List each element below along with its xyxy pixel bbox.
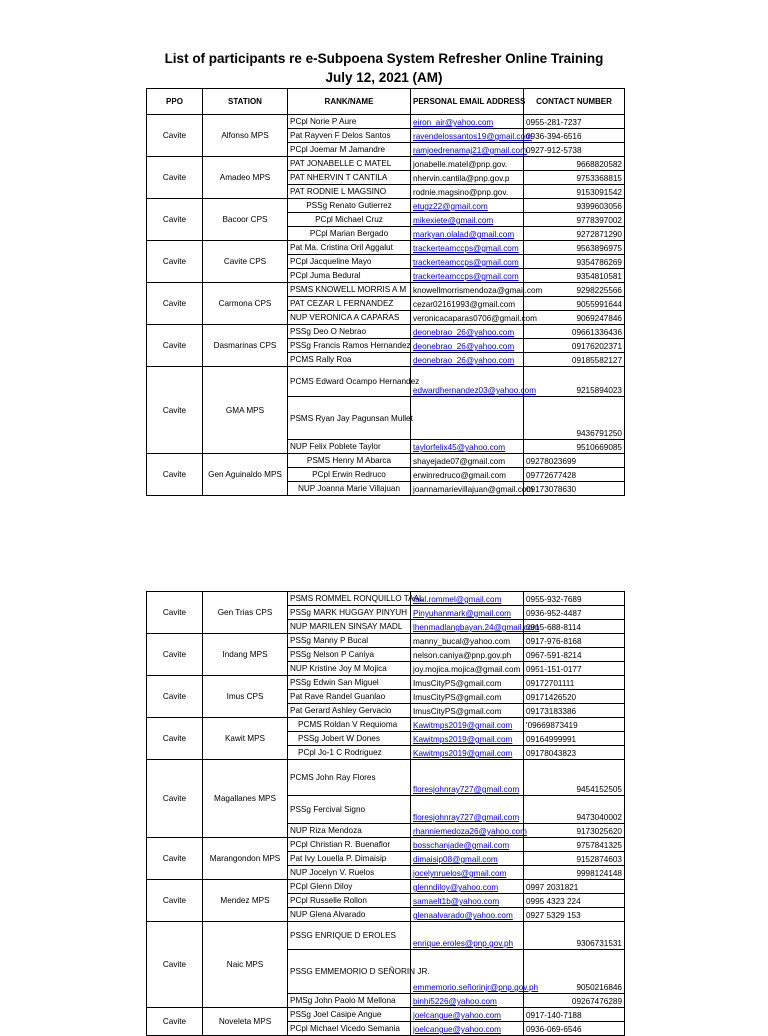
table-row — [147, 838, 625, 852]
contact-number-cell: 9069247846 — [524, 311, 625, 325]
rank-name-cell: PCpl Erwin Redruco — [288, 468, 411, 482]
rank-name-cell: PCMS Edward Ocampo Hernandez — [288, 367, 411, 397]
email-link[interactable]: jocelynruelos@gmail.com — [411, 866, 524, 880]
contact-number-cell: 9998124148 — [524, 866, 625, 880]
email-link[interactable]: Kawitmps2019@gmail.com — [411, 746, 524, 760]
title-line-2: July 12, 2021 (AM) — [325, 70, 443, 85]
table-row — [147, 1008, 625, 1022]
header-station: STATION — [203, 89, 288, 115]
email-link[interactable]: floresjohnray727@gmail.com — [411, 760, 524, 796]
contact-number-cell: 09178043823 — [524, 746, 625, 760]
contact-number-cell: 0936-952-4487 — [524, 606, 625, 620]
ppo-cell: Cavite — [147, 880, 203, 922]
contact-number-cell: 09176202371 — [524, 339, 625, 353]
table-body — [147, 115, 625, 496]
rank-name-cell: PSSg Fercival Signo — [288, 796, 411, 824]
rank-name-cell: PSMS ROMMEL RONQUILLO TAAL — [288, 592, 411, 606]
contact-number-cell: 0917-976-8168 — [524, 634, 625, 648]
contact-number-cell: 0967-591-8214 — [524, 648, 625, 662]
rank-name-cell: PCpl Michael Cruz — [288, 213, 411, 227]
contact-number-cell: 9153091542 — [524, 185, 625, 199]
station-cell: Naic MPS — [203, 922, 288, 1008]
rank-name-cell: PCpl Joemar M Jamandre — [288, 143, 411, 157]
table-row — [147, 592, 625, 606]
station-cell: Noveleta MPS — [203, 1008, 288, 1036]
rank-name-cell: PSSg Renato Gutierrez — [288, 199, 411, 213]
contact-number-cell: 9757841325 — [524, 838, 625, 852]
email-cell: knowellmorrismendoza@gmail.com — [411, 283, 524, 297]
contact-number-cell: 09172701111 — [524, 676, 625, 690]
rank-name-cell: PCMS John Ray Flores — [288, 760, 411, 796]
table-body — [147, 592, 625, 1036]
rank-name-cell: PCpl Juma Bedural — [288, 269, 411, 283]
email-cell: nelson.caniya@pnp.gov.ph — [411, 648, 524, 662]
email-cell: shayejade07@gmail.com — [411, 454, 524, 468]
rank-name-cell: PSMS KNOWELL MORRIS A M — [288, 283, 411, 297]
contact-number-cell: 9306731531 — [524, 922, 625, 950]
rank-name-cell: PCMS Rally Roa — [288, 353, 411, 367]
rank-name-cell: PSSg Francis Ramos Hernandez — [288, 339, 411, 353]
header-ppo: PPO — [147, 89, 203, 115]
rank-name-cell: Pat Rayven F Delos Santos — [288, 129, 411, 143]
ppo-cell: Cavite — [147, 634, 203, 676]
contact-number-cell: 0997 2031821 — [524, 880, 625, 894]
rank-name-cell: PCpl Russelle Rollon — [288, 894, 411, 908]
email-link[interactable]: Pinyuhanmark@gmail.com — [411, 606, 524, 620]
contact-number-cell: 09772677428 — [524, 468, 625, 482]
contact-number-cell: 9778397002 — [524, 213, 625, 227]
contact-number-cell: 9668820582 — [524, 157, 625, 171]
station-cell: Mendez MPS — [203, 880, 288, 922]
station-cell: Magallanes MPS — [203, 760, 288, 838]
email-cell: joannamarievillajuan@gmail.com — [411, 482, 524, 496]
rank-name-cell: PSSg Deo O Nebrao — [288, 325, 411, 339]
rank-name-cell: PSSG ENRIQUE D EROLES — [288, 922, 411, 950]
ppo-cell: Cavite — [147, 115, 203, 157]
station-cell: Marangondon MPS — [203, 838, 288, 880]
rank-name-cell: PSSg Manny P Bucal — [288, 634, 411, 648]
ppo-cell: Cavite — [147, 367, 203, 454]
table-row — [147, 367, 625, 397]
rank-name-cell: PCpl Jo-1 C Rodriguez — [288, 746, 411, 760]
email-link[interactable]: joelcangue@yahoo.com — [411, 1008, 524, 1022]
ppo-cell: Cavite — [147, 838, 203, 880]
rank-name-cell: PMSg John Paolo M Mellona — [288, 994, 411, 1008]
participants-table-2 — [146, 591, 625, 1036]
email-link[interactable]: etugz22@gmail.com — [411, 199, 524, 213]
station-cell: GMA MPS — [203, 367, 288, 454]
rank-name-cell: PCpl Norie P Aure — [288, 115, 411, 129]
contact-number-cell: 9510669085 — [524, 440, 625, 454]
contact-number-cell: 9055991644 — [524, 297, 625, 311]
email-link[interactable]: mikexiete@gmail.com — [411, 213, 524, 227]
contact-number-cell: 9454152505 — [524, 760, 625, 796]
email-link[interactable]: bosschanjade@gmail.com — [411, 838, 524, 852]
station-cell: Cavite CPS — [203, 241, 288, 283]
rank-name-cell: PAT JONABELLE C MATEL — [288, 157, 411, 171]
email-link[interactable]: dimaisip08@gmail.com — [411, 852, 524, 866]
rank-name-cell: NUP Riza Mendoza — [288, 824, 411, 838]
email-cell: cezar02161993@gmail.com — [411, 297, 524, 311]
table-row — [147, 199, 625, 213]
email-link[interactable]: markyan.olalad@gmail.com — [411, 227, 524, 241]
station-cell: Carmona CPS — [203, 283, 288, 325]
email-cell: manny_bucal@yahoo.com — [411, 634, 524, 648]
header-contact: CONTACT NUMBER — [524, 89, 625, 115]
contact-number-cell: 09185582127 — [524, 353, 625, 367]
email-cell: nhervin.cantila@pnp.gov.p — [411, 171, 524, 185]
station-cell: Gen Trias CPS — [203, 592, 288, 634]
contact-number-cell: 0917-140-7188 — [524, 1008, 625, 1022]
rank-name-cell: NUP Glena Alvarado — [288, 908, 411, 922]
table-row — [147, 880, 625, 894]
email-link[interactable]: floresjohnray727@gmail.com — [411, 796, 524, 824]
rank-name-cell: NUP MARILEN SINSAY MADL — [288, 620, 411, 634]
rank-name-cell: PSMS Ryan Jay Pagunsan Mullet — [288, 397, 411, 440]
contact-number-cell: 9753368815 — [524, 171, 625, 185]
participants-table-1 — [146, 88, 625, 496]
rank-name-cell: PCpl Marian Bergado — [288, 227, 411, 241]
contact-number-cell: 09661336436 — [524, 325, 625, 339]
email-link[interactable]: deonebrao_26@yahoo.com — [411, 339, 524, 353]
ppo-cell: Cavite — [147, 760, 203, 838]
contact-number-cell: 09173078630 — [524, 482, 625, 496]
ppo-cell: Cavite — [147, 157, 203, 199]
ppo-cell: Cavite — [147, 283, 203, 325]
rank-name-cell: PSMS Henry M Abarca — [288, 454, 411, 468]
email-link[interactable]: glenaalvarado@yahoo.com — [411, 908, 524, 922]
contact-number-cell: 9436791250 — [524, 397, 625, 440]
rank-name-cell: PSSg Nelson P Caniya — [288, 648, 411, 662]
rank-name-cell: NUP Felix Poblete Taylor — [288, 440, 411, 454]
email-link[interactable]: taylorfelix45@yahoo.com — [411, 440, 524, 454]
rank-name-cell: PCpl Christian R. Buenaflor — [288, 838, 411, 852]
station-cell: Dasmarinas CPS — [203, 325, 288, 367]
contact-number-cell: 9354786269 — [524, 255, 625, 269]
rank-name-cell: PCpl Glenn Diloy — [288, 880, 411, 894]
email-cell: ImusCityPS@gmail.com — [411, 690, 524, 704]
table-row — [147, 760, 625, 796]
email-link[interactable]: ramjoedrenamaj21@gmail.com — [411, 143, 524, 157]
rank-name-cell: PCMS Roldan V Requioma — [288, 718, 411, 732]
email-cell: joy.mojica.mojica@gmail.com — [411, 662, 524, 676]
email-link[interactable]: glenndiloy@yahoo.com — [411, 880, 524, 894]
contact-number-cell: 0915-688-8114 — [524, 620, 625, 634]
email-link[interactable]: binhi5226@yahoo.com — [411, 994, 524, 1008]
contact-number-cell: 09171426520 — [524, 690, 625, 704]
contact-number-cell: 9152874603 — [524, 852, 625, 866]
email-link[interactable]: emmemorio.señorinjr@pnp.gov.ph — [411, 950, 524, 994]
rank-name-cell: Pat Rave Randel Guanlao — [288, 690, 411, 704]
email-link[interactable]: Kawitmps2019@gmail.com — [411, 732, 524, 746]
contact-number-cell: 0995 4323 224 — [524, 894, 625, 908]
station-cell: Imus CPS — [203, 676, 288, 718]
rank-name-cell: PAT NHERVIN T CANTILA — [288, 171, 411, 185]
email-link[interactable]: trackerteamccps@gmail.com — [411, 269, 524, 283]
contact-number-cell: 09164999991 — [524, 732, 625, 746]
contact-number-cell: 0951-151-0177 — [524, 662, 625, 676]
email-link[interactable]: lhenmadlangbayan.24@gmail.com — [411, 620, 524, 634]
rank-name-cell: PCpl Michael Vicedo Semania — [288, 1022, 411, 1036]
rank-name-cell: PAT RODNIE L MAGSINO — [288, 185, 411, 199]
ppo-cell: Cavite — [147, 592, 203, 634]
station-cell: Bacoor CPS — [203, 199, 288, 241]
contact-number-cell: 09267476289 — [524, 994, 625, 1008]
email-link[interactable]: deonebrao_26@yahoo.com — [411, 325, 524, 339]
email-link[interactable]: deonebrao_26@yahoo.com — [411, 353, 524, 367]
contact-number-cell: 09278023699 — [524, 454, 625, 468]
table-row — [147, 634, 625, 648]
table-row — [147, 115, 625, 129]
contact-number-cell: 9354810581 — [524, 269, 625, 283]
rank-name-cell: PSSg Jobert W Dones — [288, 732, 411, 746]
contact-number-cell: 9563896975 — [524, 241, 625, 255]
ppo-cell: Cavite — [147, 922, 203, 1008]
station-cell: Indang MPS — [203, 634, 288, 676]
email-link[interactable]: trackerteamccps@gmail.com — [411, 255, 524, 269]
table-row — [147, 241, 625, 255]
email-cell — [411, 397, 524, 440]
rank-name-cell: PAT CEZAR L FERNANDEZ — [288, 297, 411, 311]
contact-number-cell: 9473040002 — [524, 796, 625, 824]
contact-number-cell: 9272871290 — [524, 227, 625, 241]
header-email: PERSONAL EMAIL ADDRESS — [411, 89, 524, 115]
station-cell: Kawit MPS — [203, 718, 288, 760]
rank-name-cell: Pat Gerard Ashley Gervacio — [288, 704, 411, 718]
rank-name-cell: PSSG EMMEMORIO D SEÑORIN JR. — [288, 950, 411, 994]
table-row — [147, 718, 625, 732]
table-row — [147, 283, 625, 297]
email-link[interactable]: Kawitmps2019@gmail.com — [411, 718, 524, 732]
table-row — [147, 454, 625, 468]
contact-number-cell: 9399603056 — [524, 199, 625, 213]
ppo-cell: Cavite — [147, 718, 203, 760]
email-link[interactable]: eiron_air@yahoo.com — [411, 115, 524, 129]
contact-number-cell: 9215894023 — [524, 367, 625, 397]
ppo-cell: Cavite — [147, 676, 203, 718]
email-link[interactable]: rhanniemedoza26@yahoo.com — [411, 824, 524, 838]
email-cell: ImusCityPS@gmail.com — [411, 704, 524, 718]
rank-name-cell: NUP Joanna Marie Villajuan — [288, 482, 411, 496]
rank-name-cell: NUP Kristine Joy M Mojica — [288, 662, 411, 676]
ppo-cell: Cavite — [147, 454, 203, 496]
contact-number-cell: 9050216846 — [524, 950, 625, 994]
email-link[interactable]: edwardhernandez03@yahoo.com — [411, 367, 524, 397]
rank-name-cell: PSSg Joel Casipe Angue — [288, 1008, 411, 1022]
rank-name-cell: PSSg MARK HUGGAY PINYUH — [288, 606, 411, 620]
table-row — [147, 325, 625, 339]
station-cell: Amadeo MPS — [203, 157, 288, 199]
email-cell: ImusCityPS@gmail.com — [411, 676, 524, 690]
ppo-cell: Cavite — [147, 1008, 203, 1036]
email-cell: erwinredruco@gmail.com — [411, 468, 524, 482]
contact-number-cell: 9173025620 — [524, 824, 625, 838]
contact-number-cell: '09669873419 — [524, 718, 625, 732]
email-link[interactable]: joelcangue@yahoo.com — [411, 1022, 524, 1036]
table-row — [147, 676, 625, 690]
title-line-1: List of participants re e-Subpoena System Refresher Online Training — [164, 51, 604, 66]
rank-name-cell: NUP VERONICA A CAPARAS — [288, 311, 411, 325]
contact-number-cell: 0955-932-7689 — [524, 592, 625, 606]
rank-name-cell: NUP Jocelyn V. Ruelos — [288, 866, 411, 880]
station-cell: Gen Aguinaldo MPS — [203, 454, 288, 496]
rank-name-cell: Pat Ma. Cristina Oril Aggalut — [288, 241, 411, 255]
rank-name-cell: PCpl Jacqueline Mayo — [288, 255, 411, 269]
table-row — [147, 157, 625, 171]
email-cell: rodnie.magsino@pnp.gov. — [411, 185, 524, 199]
email-link[interactable]: trackerteamccps@gmail.com — [411, 241, 524, 255]
email-cell: veronicacaparas0706@gmail.com — [411, 311, 524, 325]
email-link[interactable]: enrique.eroles@pnp.gov.ph — [411, 922, 524, 950]
rank-name-cell: PSSg Edwin San Miguel — [288, 676, 411, 690]
table-row — [147, 922, 625, 950]
header-rank-name: RANK/NAME — [288, 89, 411, 115]
email-link[interactable]: samaelt1b@yahoo.com — [411, 894, 524, 908]
contact-number-cell: 0955-281-7237 — [524, 115, 625, 129]
table-header-row — [147, 89, 625, 115]
station-cell: Alfonso MPS — [203, 115, 288, 157]
ppo-cell: Cavite — [147, 241, 203, 283]
contact-number-cell: 0936-394-6516 — [524, 129, 625, 143]
contact-number-cell: 0927-912-5738 — [524, 143, 625, 157]
contact-number-cell: 9298225566 — [524, 283, 625, 297]
ppo-cell: Cavite — [147, 325, 203, 367]
ppo-cell: Cavite — [147, 199, 203, 241]
contact-number-cell: 0936-069-6546 — [524, 1022, 625, 1036]
contact-number-cell: 0927 5329 153 — [524, 908, 625, 922]
email-link[interactable]: ravendelossantos19@gmail.com — [411, 129, 524, 143]
email-link[interactable]: taal.rommel@gmail.com — [411, 592, 524, 606]
email-cell: jonabelle.matel@pnp.gov. — [411, 157, 524, 171]
rank-name-cell: Pat Ivy Louella P. Dimaisip — [288, 852, 411, 866]
contact-number-cell: 09173183386 — [524, 704, 625, 718]
